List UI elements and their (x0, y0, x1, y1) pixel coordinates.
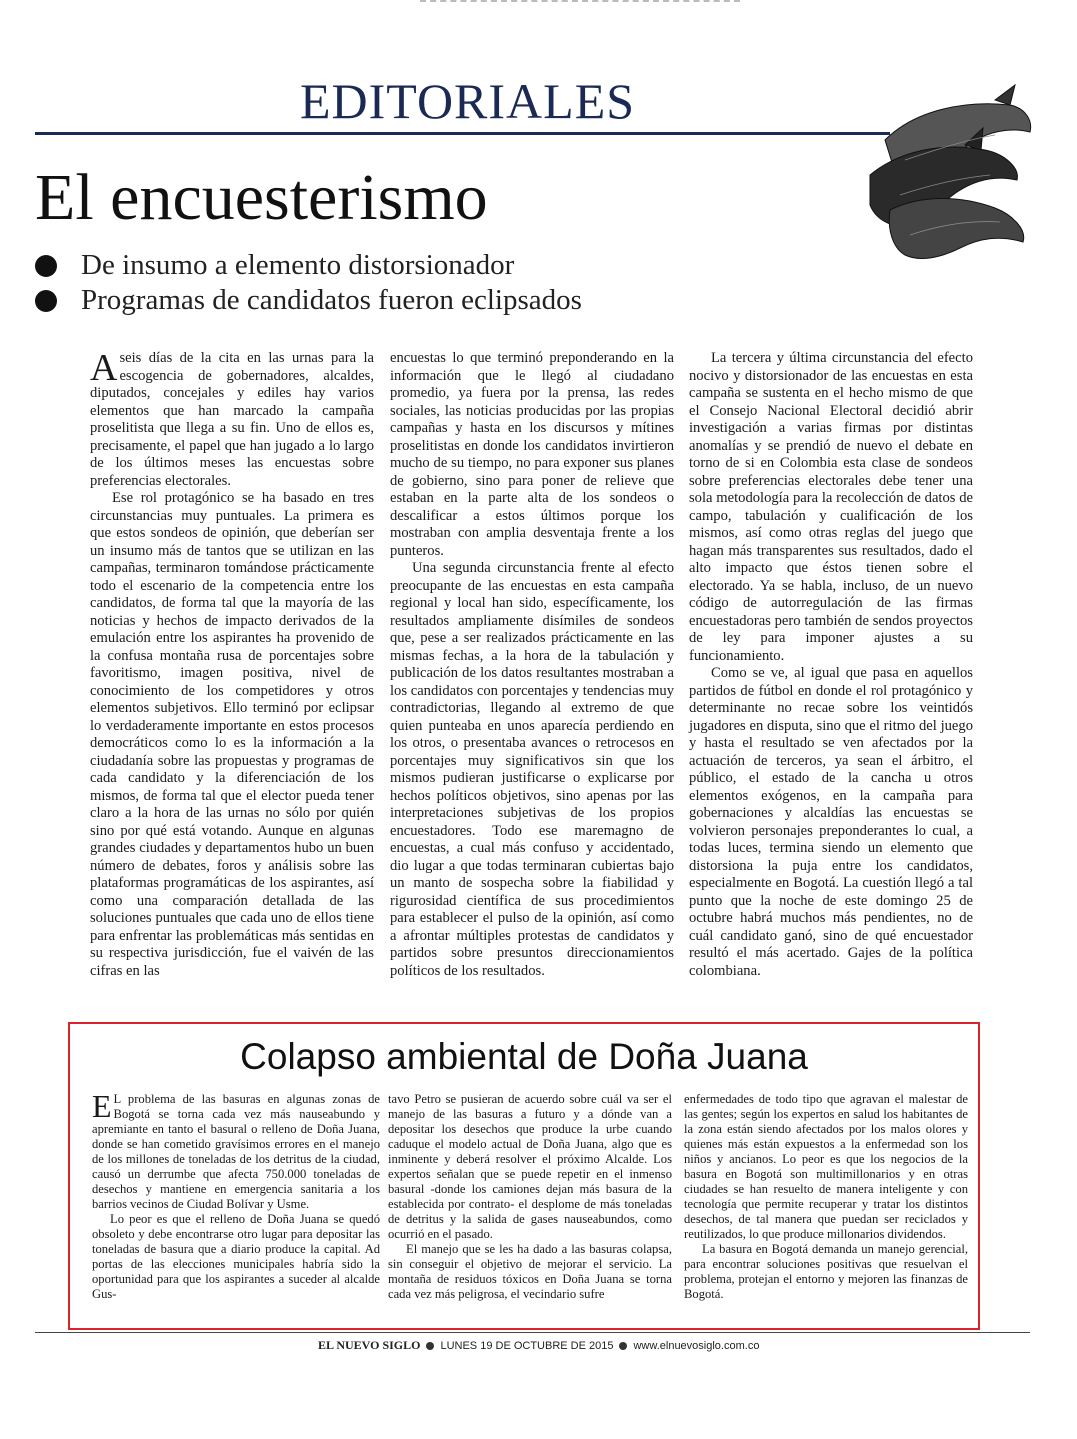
drop-cap: A (90, 347, 118, 389)
paragraph: La basura en Bogotá demanda un manejo gerencial, para encontrar soluciones positivas que resuelvan el problema, protejan el entorno y mejoren las finanzas de Bogotá. (684, 1242, 968, 1301)
box-column-2 (388, 1092, 672, 1302)
paragraph: encuestas lo que terminó preponderando en la información que le llegó al ciudadano promedio, ya fuera por la prensa, las redes sociales, las noticias producidas por las propias campañas y hasta en los discursos y mítines proselitistas en donde los candidatos invirtieron mucho de su tiempo, no para exponer sus planes de gobierno, sino para poner de relieve que estaban en la parte alta de los sondeos o descalificar a estos últimos porque los mostraban con amplia desventaja frente a los punteros. (390, 350, 674, 559)
box-column-1 (92, 1088, 380, 1302)
paragraph: A seis días de la cita en las urnas para la escogencia de gobernadores, alcaldes, diputados, concejales y ediles hay varios elementos que han marcado la campaña proselitista que llega a su fin. Uno de ellos es, precisamente, el papel que han jugado a lo largo de los últimos meses las encuestas sobre preferencias electorales. (90, 347, 374, 489)
drop-cap: E (92, 1088, 112, 1124)
horse-heads-illustration (845, 80, 1035, 265)
subtitle-text: De insumo a elemento distorsionador (81, 249, 515, 281)
page-footer (318, 1338, 759, 1353)
paragraph: tavo Petro se pusieran de acuerdo sobre cuál va ser el manejo de las basuras a futuro y a dónde van a depositar los desechos que produce la urbe cuando caduque el modelo actual de Doña Juana, algo que es inminente y deberá resolver el próximo Alcalde. Los expertos señalan que se puede repetir en el inmenso basural -donde los camiones dejan más basura de la establecida por contrato- el desplome de más toneladas de detritus y la salida de gases nauseabundos, como ocurrió en el pasado. (388, 1092, 672, 1241)
paragraph: Lo peor es que el relleno de Doña Juana se quedó obsoleto y debe encontrarse otro lugar para depositar las toneladas de basura que a diario produce la capital. Ad portas de las elecciones municipales habría sido la oportunidad para que los aspirantes a suceder al alcalde Gus- (92, 1212, 380, 1301)
subtitle-bullet (35, 283, 582, 318)
paragraph: La tercera y última circunstancia del efecto nocivo y distorsionador de las encuestas en esta campaña se sustenta en el hecho mismo de que el Consejo Nacional Electoral decidió abrir investigación a varias firmas por distintas anomalías y se prendió de nuevo el debate en torno de si en Colombia esta clase de sondeos sobre preferencias electorales debe tener una sola metodología para la recolección de datos de campo, tabulación y cualificación de los mismos, así como otras reglas del juego que hagan más transparentes sus resultados, dado el alto impacto que éstos tienen sobre el electorado. Ya se habla, incluso, de un nuevo código de autorregulación de las firmas encuestadoras pero también de sendos proyectos de ley para imponer ajustes a su funcionamiento. (689, 350, 973, 664)
editorial-title: El encuesterismo (35, 161, 488, 234)
bullet-dot-icon (35, 290, 57, 312)
website-url[interactable]: www.elnuevosiglo.com.co (633, 1339, 760, 1352)
paragraph: Ese rol protagónico se ha basado en tres circunstancias muy puntuales. La primera es que estos sondeos de opinión, que deberían ser un insumo más de tantos que se utilizan en las campañas, terminaron tomándose prácticamente todo el escenario de la competencia entre los candidatos, de forma tal que la mayoría de las noticias y hechos de impacto derivados de la emulación entre los aspirantes ha provenido de la confusa montaña rusa de porcentajes sobre favoritismo, imagen positiva, nivel de conocimiento de los competidores y otros elementos subjetivos. Ello terminó por eclipsar lo verdaderamente importante en estos procesos democráticos como lo es la información a la ciudadanía sobre las propuestas y programas de cada candidato y la diferenciación de los mismos, de forma tal que el elector pueda tener claro a la hora de las urnas no sólo por quién sino por qué está votando. Aunque en algunas grandes ciudades y departamentos hubo un buen número de debates, foros y análisis sobre las plataformas programáticas de los aspirantes, así como una comparación detallada de las soluciones puntuales que cada uno de ellos tiene para enfrentar las problemáticas más sentidas en su respectiva jurisdicción, fue el vaivén de las cifras en las (90, 490, 374, 979)
boxed-editorial (68, 1022, 980, 1330)
paragraph: enfermedades de todo tipo que agravan el malestar de las gentes; según los expertos en salud los habitantes de la zona están siendo afectados por los malos olores y quienes más están expuestos a la enfermedad son los niños y ancianos. Lo peor es que los negocios de la basura en Bogotá son multimillonarios y en otras ciudades se han resuelto de manera inteligente y con tecnología que permite recuperar y tratar los distintos desechos, de tal manera que puedan ser reciclados y reutilizados, lo que produce millonarios dividendos. (684, 1092, 968, 1241)
subtitle-bullet (35, 248, 582, 283)
editorial-column-1 (90, 347, 374, 980)
paragraph: E L problema de las basuras en algunas zonas de Bogotá se torna cada vez más nauseabundo y apremiante en tanto el basural o relleno de Doña Juana, donde se han cometido gravísimos errores en el manejo de los millones de toneladas de los detritus de la ciudad, causó un derrumbe que afecta 750.000 toneladas de desechos y mantiene en emergencia sanitaria a los barrios vecinos de Ciudad Bolívar y Usme. (92, 1088, 380, 1211)
bullet-dot-icon (619, 1342, 627, 1350)
section-rule (35, 132, 890, 135)
bullet-dot-icon (426, 1342, 434, 1350)
issue-date: LUNES 19 DE OCTUBRE DE 2015 (440, 1339, 614, 1352)
box-editorial-title: Colapso ambiental de Doña Juana (240, 1036, 808, 1077)
subtitle-text: Programas de candidatos fueron eclipsados (81, 284, 582, 316)
box-column-3 (684, 1092, 968, 1302)
editorial-column-2 (390, 350, 674, 980)
newspaper-brand: EL NUEVO SIGLO (318, 1338, 421, 1352)
paragraph: Como se ve, al igual que pasa en aquellos partidos de fútbol en donde el rol protagónico y determinante no recae sobre los veintidós jugadores en disputa, sino que el ritmo del juego y hasta el resultado se ven afectados por la actuación de terceros, ya sean el árbitro, el público, el estado de la cancha u otros elementos exógenos, en la campaña para gobernaciones y alcaldías las encuestas se volvieron personajes preponderantes lo cual, a todas luces, termina siendo un elemento que distorsiona la puja entre los candidatos, especialmente en Bogotá. La cuestión llegó a tal punto que la noche de este domingo 25 de octubre habrá muchos más pendientes, no de cuál candidato ganó, sino de qué encuestador resultó el más acertado. Gajes de la política colombiana. (689, 665, 973, 979)
footer-rule (35, 1332, 1030, 1333)
paragraph: Una segunda circunstancia frente al efecto preocupante de las encuestas en esta campaña regional y local han sido, específicamente, los resultados ampliamente disímiles de sondeos que, pese a ser realizados prácticamente en las mismas fechas, a la hora de la tabulación y publicación de los datos resultantes mostraban a los candidatos con porcentajes y tendencias muy contradictorias, llegando al extremo de que quien punteaba en unos aparecía perdiendo en los otros, o presentaba avances o retrocesos en porcentajes muy significativos sin que los mismos pudieran justificarse o explicarse por hechos políticos objetivos, sino apenas por las interpretaciones subjetivas de los propios encuestadores. Todo ese maremagno de encuestas, a cual más confuso y accidentado, dio lugar a que todas terminaran cubiertas bajo un manto de sospecha sobre la fiabilidad y rigurosidad científica de sus procedimientos para establecer el pulso de la opinión, así como a afrontar múltiples protestas de candidatos y partidos sobre presuntos direccionamientos políticos de los resultados. (390, 560, 674, 979)
editorial-column-3 (689, 350, 973, 980)
section-heading: EDITORIALES (300, 73, 636, 129)
bullet-dot-icon (35, 255, 57, 277)
top-crop-mark (420, 0, 740, 10)
subtitle-bullets (35, 248, 582, 318)
paragraph: El manejo que se les ha dado a las basuras colapsa, sin conseguir el objetivo de mejorar el servicio. La montaña de residuos tóxicos en Doña Juana se torna cada vez más peligrosa, el vecindario sufre (388, 1242, 672, 1301)
